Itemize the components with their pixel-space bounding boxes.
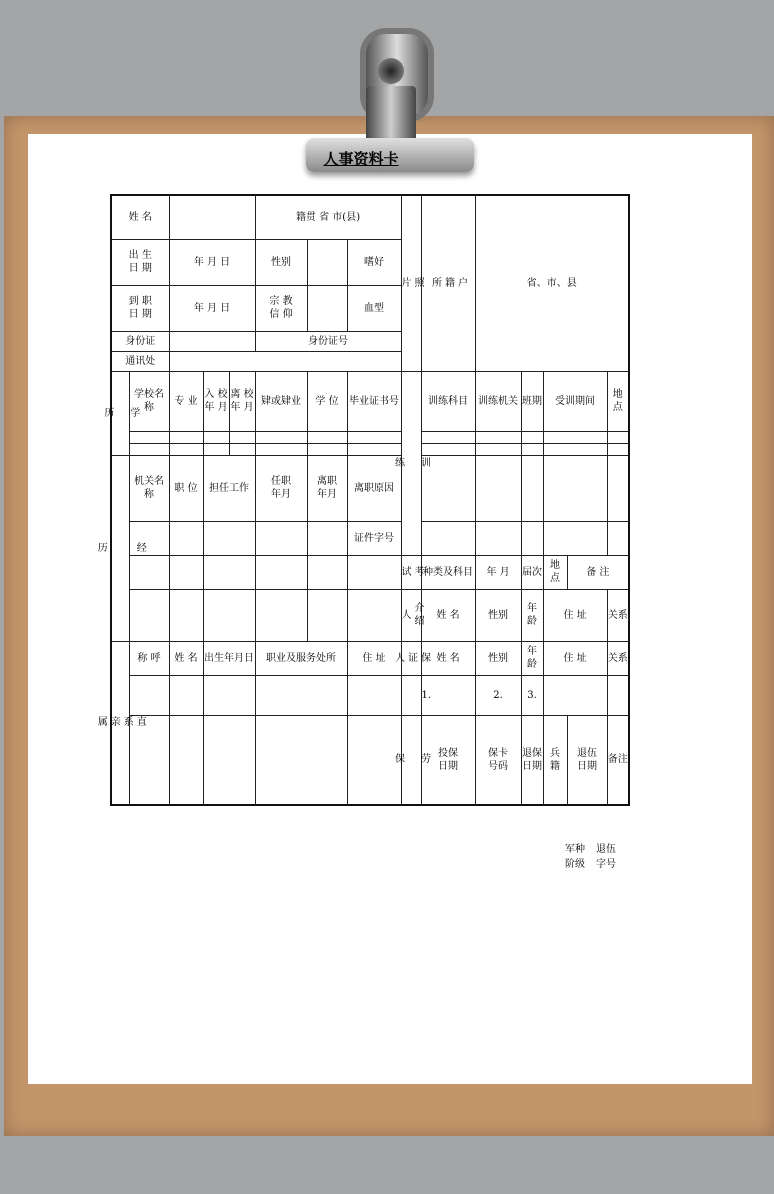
join-date: 年 月 日 [169,285,255,331]
intro-side: 介绍 人 [401,589,421,641]
intro-name: 姓 名 [421,589,475,641]
labor-insure-date: 投保 日期 [421,715,475,805]
religion-label: 宗 教 信 仰 [255,285,307,331]
guarantor-age: 年 龄 [521,641,543,675]
exam-kind: 种类及科目 [421,555,475,589]
intro-age: 年 龄 [521,589,543,641]
work-reason: 离职原因 [347,455,401,521]
clip-neck-icon [366,86,416,144]
guarantor-side: 保 证 人 [401,641,421,675]
labor-extra-retire-no: 退伍 字号 [596,844,616,870]
work-pos: 职 位 [169,455,203,521]
family-title: 称 呼 [129,641,169,675]
guarantor-name: 姓 名 [421,641,475,675]
edu-status: 肄或肄业 [255,371,307,431]
labor-note: 备注 [607,715,629,805]
exam-note: 备 注 [567,555,629,589]
clip-hole-icon [378,58,404,84]
native-label: 籍贯 省 市(县) [255,195,401,239]
page-title: 人事资料卡 [323,150,399,168]
guarantor-n2: 2. [475,675,521,715]
labor-retire-date: 退伍 日期 [567,715,607,805]
work-cert: 证件字号 [347,521,401,555]
train-place: 地 点 [607,371,629,431]
huji-value: 省、市、县 [475,195,629,371]
hobby-label: 嗜好 [347,239,401,285]
work-job: 担任工作 [203,455,255,521]
name-value[interactable] [169,195,255,239]
work-org: 机关名称 [129,455,169,521]
name-label: 姓 名 [111,195,169,239]
family-addr: 住 址 [347,641,401,675]
edu-cert: 毕业证书号 [347,371,401,431]
gender-label: 性别 [255,239,307,285]
address-label: 通讯处 [111,351,169,371]
address-value[interactable] [169,351,401,371]
train-time: 受训期间 [543,371,607,431]
family-birth: 出生年月日 [203,641,255,675]
huji-label: 户 籍 所 [421,195,475,371]
join-label: 到 职 日 期 [111,285,169,331]
photo-label: 照 片 [401,195,421,371]
guarantor-n1: 1. [421,675,475,715]
edu-in: 入 校 年 月 [203,371,229,431]
idno-label: 身份证号 [255,331,401,351]
intro-gender: 性别 [475,589,521,641]
exam-times: 届次 [521,555,543,589]
family-side: 直 系 亲 属 [111,641,129,805]
guarantor-n3: 3. [521,675,543,715]
labor-side: 劳 保 [401,715,421,805]
intro-rel: 关系 [607,589,629,641]
birth-date: 年 月 日 [169,239,255,285]
train-org: 训练机关 [475,371,521,431]
exam-place: 地 点 [543,555,567,589]
edu-degree: 学 位 [307,371,347,431]
work-side: 经 历 [111,455,129,641]
idcard-label: 身份证 [111,331,169,351]
edu-out: 离 校 年 月 [229,371,255,431]
family-name: 姓 名 [169,641,203,675]
work-start: 任职 年月 [255,455,307,521]
exam-side: 考 试 [401,555,421,589]
labor-extra-rank: 军种 阶级 [565,844,585,870]
religion-value[interactable] [307,285,347,331]
personnel-card-table [95,194,630,806]
edu-major: 专 业 [169,371,203,431]
birth-label: 出 生 日 期 [111,239,169,285]
labor-army: 兵 籍 [543,715,567,805]
guarantor-rel: 关系 [607,641,629,675]
guarantor-addr: 住 址 [543,641,607,675]
train-period: 班期 [521,371,543,431]
train-subject: 训练科目 [421,371,475,431]
labor-card-no: 保卡 号码 [475,715,521,805]
guarantor-gender: 性别 [475,641,521,675]
labor-quit-date: 退保 日期 [521,715,543,805]
gender-value[interactable] [307,239,347,285]
work-end: 离职 年月 [307,455,347,521]
family-job: 职业及服务处所 [255,641,347,675]
edu-school: 学校名称 [129,371,169,431]
idcard-value[interactable] [169,331,255,351]
exam-ym: 年 月 [475,555,521,589]
intro-addr: 住 址 [543,589,607,641]
train-side: 训 练 [401,371,421,555]
edu-side: 学 历 [111,371,129,455]
blood-label: 血型 [347,285,401,331]
